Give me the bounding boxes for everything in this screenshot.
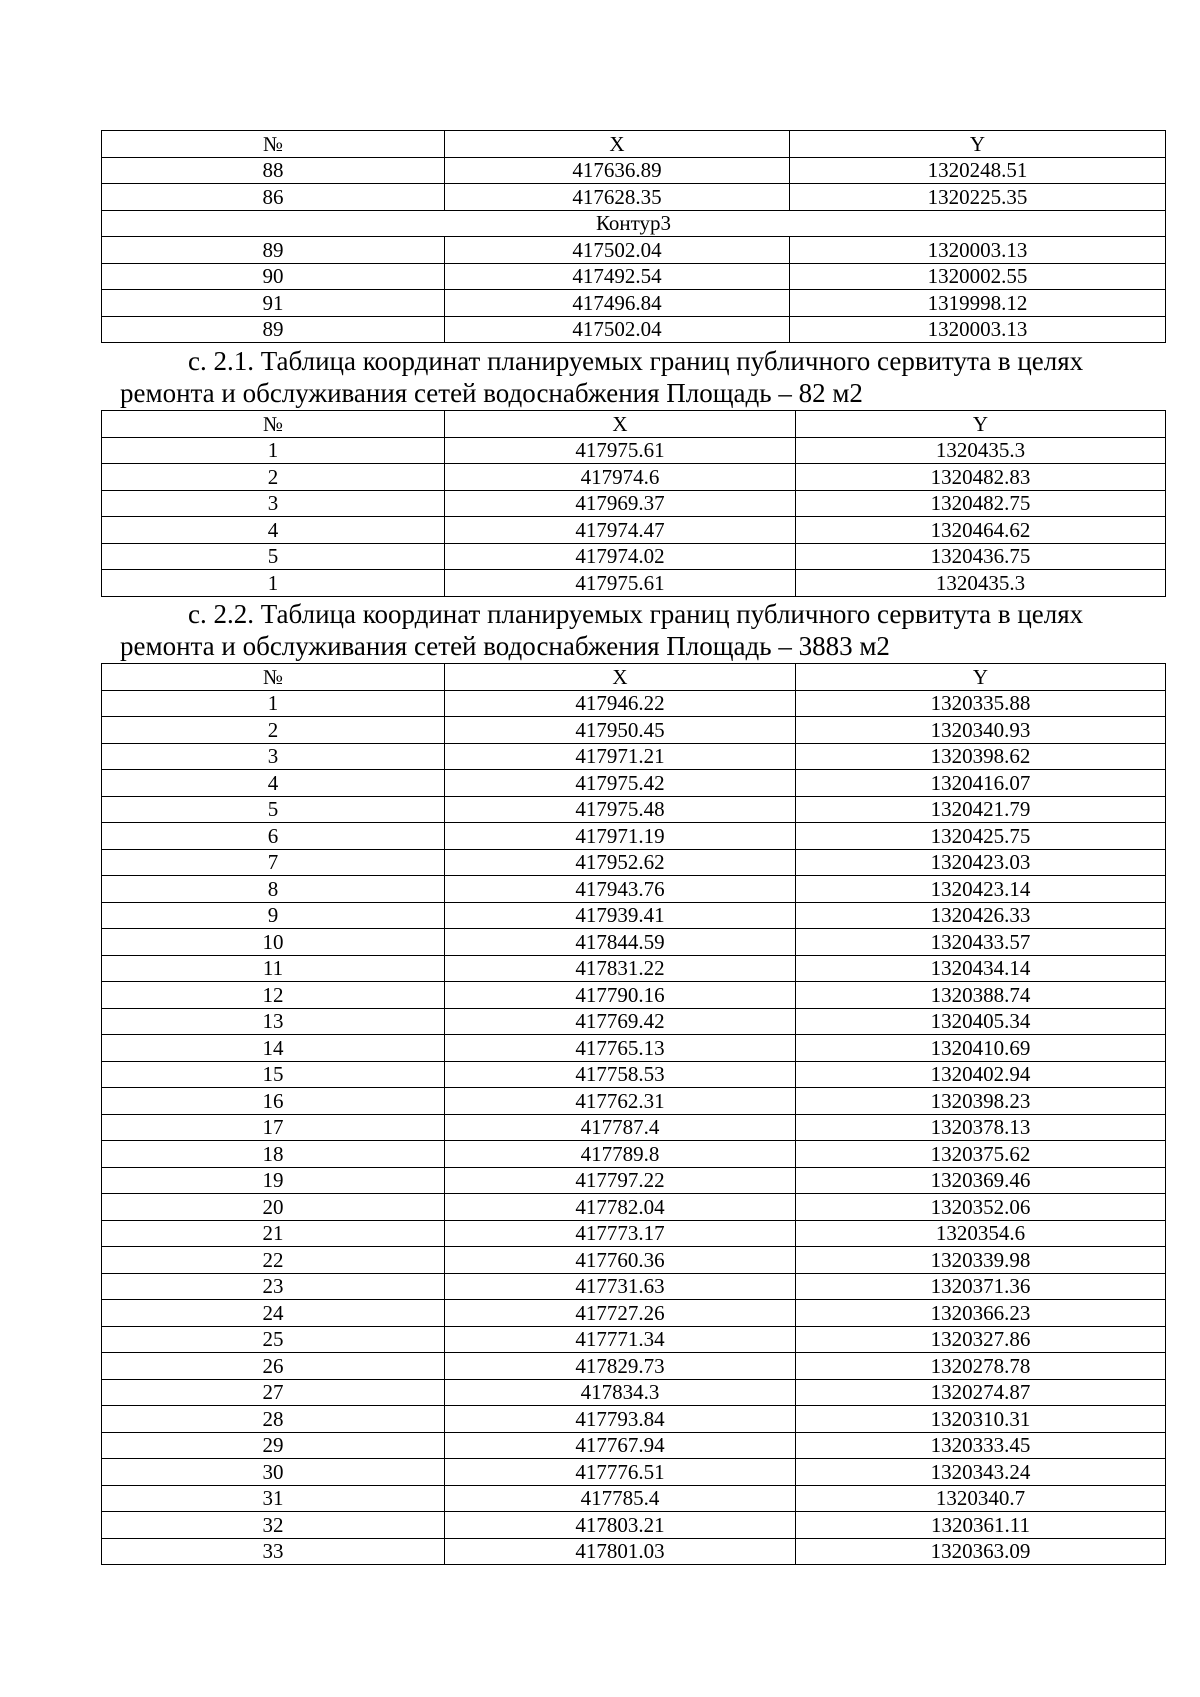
table-row: [102, 1220, 1166, 1247]
cell-x: 417628.35: [445, 184, 790, 211]
cell-number: 13: [102, 1008, 445, 1035]
cell-x: 417787.4: [445, 1114, 796, 1141]
cell-x: 417943.76: [445, 876, 796, 903]
table-row: [102, 1538, 1166, 1565]
cell-y: 1320425.75: [796, 823, 1166, 850]
table-row: [102, 849, 1166, 876]
cell-x: 417803.21: [445, 1512, 796, 1539]
cell-x: 417762.31: [445, 1088, 796, 1115]
cell-x: 417492.54: [445, 263, 790, 290]
table-row: [102, 263, 1166, 290]
table-row: [102, 770, 1166, 797]
cell-x: 417797.22: [445, 1167, 796, 1194]
table-row: [102, 929, 1166, 956]
cell-x: 417502.04: [445, 237, 790, 264]
cell-x: 417789.8: [445, 1141, 796, 1168]
cell-y: 1320310.31: [796, 1406, 1166, 1433]
table-row: [102, 796, 1166, 823]
cell-x: 417758.53: [445, 1061, 796, 1088]
cell-number: 86: [102, 184, 445, 211]
cell-x: 417793.84: [445, 1406, 796, 1433]
table-row: [102, 902, 1166, 929]
header-number: №: [102, 131, 445, 158]
cell-y: 1320371.36: [796, 1273, 1166, 1300]
cell-y: 1320482.83: [796, 464, 1166, 491]
cell-y: 1320378.13: [796, 1114, 1166, 1141]
cell-x: 417939.41: [445, 902, 796, 929]
cell-y: 1320363.09: [796, 1538, 1166, 1565]
cell-number: 7: [102, 849, 445, 876]
cell-y: 1320398.62: [796, 743, 1166, 770]
cell-x: 417760.36: [445, 1247, 796, 1274]
cell-x: 417971.19: [445, 823, 796, 850]
coordinates-table-contour: [101, 130, 1166, 343]
cell-x: 417975.61: [445, 570, 796, 597]
cell-number: 14: [102, 1035, 445, 1062]
cell-y: 1320464.62: [796, 517, 1166, 544]
table-row: [102, 1247, 1166, 1274]
header-x: X: [445, 411, 796, 438]
cell-x: 417790.16: [445, 982, 796, 1009]
table-row: [102, 1353, 1166, 1380]
cell-number: 30: [102, 1459, 445, 1486]
cell-y: 1320423.03: [796, 849, 1166, 876]
cell-y: 1320434.14: [796, 955, 1166, 982]
cell-x: 417767.94: [445, 1432, 796, 1459]
header-y: Y: [790, 131, 1166, 158]
cell-y: 1320003.13: [790, 316, 1166, 343]
table-row: [102, 1194, 1166, 1221]
cell-number: 25: [102, 1326, 445, 1353]
cell-number: 89: [102, 237, 445, 264]
table-row: [102, 437, 1166, 464]
cell-number: 27: [102, 1379, 445, 1406]
table-row: [102, 955, 1166, 982]
cell-y: 1320435.3: [796, 437, 1166, 464]
cell-x: 417834.3: [445, 1379, 796, 1406]
table-row: [102, 1061, 1166, 1088]
cell-number: 22: [102, 1247, 445, 1274]
table-row: [102, 290, 1166, 317]
cell-x: 417946.22: [445, 690, 796, 717]
cell-x: 417765.13: [445, 1035, 796, 1062]
cell-x: 417974.47: [445, 517, 796, 544]
table-header-row: [102, 131, 1166, 158]
cell-x: 417785.4: [445, 1485, 796, 1512]
table-row: [102, 316, 1166, 343]
cell-number: 28: [102, 1406, 445, 1433]
table-row: [102, 184, 1166, 211]
table-row: [102, 1326, 1166, 1353]
cell-y: 1320405.34: [796, 1008, 1166, 1035]
cell-y: 1320436.75: [796, 543, 1166, 570]
cell-number: 33: [102, 1538, 445, 1565]
cell-y: 1320388.74: [796, 982, 1166, 1009]
cell-number: 20: [102, 1194, 445, 1221]
cell-x: 417971.21: [445, 743, 796, 770]
cell-x: 417773.17: [445, 1220, 796, 1247]
cell-y: 1320225.35: [790, 184, 1166, 211]
table-row: [102, 543, 1166, 570]
cell-x: 417974.02: [445, 543, 796, 570]
table-row: [102, 1300, 1166, 1327]
table-header-row: [102, 411, 1166, 438]
cell-x: 417769.42: [445, 1008, 796, 1035]
cell-x: 417727.26: [445, 1300, 796, 1327]
header-x: X: [445, 664, 796, 691]
cell-y: 1320369.46: [796, 1167, 1166, 1194]
cell-number: 1: [102, 690, 445, 717]
cell-x: 417952.62: [445, 849, 796, 876]
cell-number: 10: [102, 929, 445, 956]
table-row: [102, 1432, 1166, 1459]
cell-number: 90: [102, 263, 445, 290]
coordinates-table-2-2: [101, 663, 1166, 1565]
cell-number: 1: [102, 437, 445, 464]
cell-number: 21: [102, 1220, 445, 1247]
cell-y: 1320340.93: [796, 717, 1166, 744]
cell-number: 9: [102, 902, 445, 929]
cell-x: 417502.04: [445, 316, 790, 343]
cell-y: 1320402.94: [796, 1061, 1166, 1088]
table-row: [102, 1512, 1166, 1539]
cell-x: 417801.03: [445, 1538, 796, 1565]
table-row: [102, 982, 1166, 1009]
cell-x: 417950.45: [445, 717, 796, 744]
cell-number: 6: [102, 823, 445, 850]
table-row: [102, 464, 1166, 491]
cell-y: 1320421.79: [796, 796, 1166, 823]
cell-y: 1320398.23: [796, 1088, 1166, 1115]
cell-number: 15: [102, 1061, 445, 1088]
cell-y: 1320343.24: [796, 1459, 1166, 1486]
cell-number: 4: [102, 770, 445, 797]
header-y: Y: [796, 411, 1166, 438]
coordinates-table-2-1: [101, 410, 1166, 597]
table-caption-2-2: с. 2.2. Таблица координат планируемых границ публичного сервитута в целях ремонта и обслуживания сетей водоснабжения Площадь – 3883 м2: [120, 599, 1084, 661]
cell-y: 1320361.11: [796, 1512, 1166, 1539]
cell-x: 417975.42: [445, 770, 796, 797]
cell-number: 5: [102, 543, 445, 570]
cell-y: 1320327.86: [796, 1326, 1166, 1353]
cell-number: 88: [102, 157, 445, 184]
cell-y: 1320375.62: [796, 1141, 1166, 1168]
contour-label: Контур3: [102, 210, 1166, 237]
cell-x: 417829.73: [445, 1353, 796, 1380]
table-row: [102, 1167, 1166, 1194]
cell-y: 1320333.45: [796, 1432, 1166, 1459]
table-row: [102, 1008, 1166, 1035]
table-row: [102, 570, 1166, 597]
cell-x: 417975.61: [445, 437, 796, 464]
cell-y: 1320435.3: [796, 570, 1166, 597]
cell-y: 1320278.78: [796, 1353, 1166, 1380]
table-row: [102, 876, 1166, 903]
cell-y: 1320423.14: [796, 876, 1166, 903]
cell-y: 1320340.7: [796, 1485, 1166, 1512]
cell-y: 1320248.51: [790, 157, 1166, 184]
cell-number: 3: [102, 490, 445, 517]
table-row: [102, 823, 1166, 850]
table-row: [102, 1141, 1166, 1168]
cell-y: 1320426.33: [796, 902, 1166, 929]
cell-number: 24: [102, 1300, 445, 1327]
table-header-row: [102, 664, 1166, 691]
cell-number: 16: [102, 1088, 445, 1115]
cell-number: 89: [102, 316, 445, 343]
cell-number: 31: [102, 1485, 445, 1512]
cell-number: 2: [102, 717, 445, 744]
cell-number: 17: [102, 1114, 445, 1141]
header-x: X: [445, 131, 790, 158]
cell-x: 417975.48: [445, 796, 796, 823]
cell-number: 32: [102, 1512, 445, 1539]
cell-number: 11: [102, 955, 445, 982]
cell-y: 1320274.87: [796, 1379, 1166, 1406]
table-row: [102, 1379, 1166, 1406]
cell-y: 1320352.06: [796, 1194, 1166, 1221]
cell-number: 29: [102, 1432, 445, 1459]
cell-y: 1320482.75: [796, 490, 1166, 517]
cell-y: 1320002.55: [790, 263, 1166, 290]
cell-number: 12: [102, 982, 445, 1009]
cell-number: 4: [102, 517, 445, 544]
cell-y: 1319998.12: [790, 290, 1166, 317]
header-y: Y: [796, 664, 1166, 691]
cell-x: 417496.84: [445, 290, 790, 317]
cell-number: 19: [102, 1167, 445, 1194]
table-row: [102, 237, 1166, 264]
table-row: [102, 1273, 1166, 1300]
cell-x: 417831.22: [445, 955, 796, 982]
table-row: [102, 690, 1166, 717]
cell-number: 2: [102, 464, 445, 491]
table-row: [102, 1088, 1166, 1115]
cell-number: 8: [102, 876, 445, 903]
cell-number: 1: [102, 570, 445, 597]
cell-y: 1320410.69: [796, 1035, 1166, 1062]
table-row: [102, 1035, 1166, 1062]
cell-y: 1320339.98: [796, 1247, 1166, 1274]
cell-number: 91: [102, 290, 445, 317]
cell-y: 1320354.6: [796, 1220, 1166, 1247]
table-row: [102, 490, 1166, 517]
cell-x: 417782.04: [445, 1194, 796, 1221]
header-number: №: [102, 411, 445, 438]
cell-y: 1320416.07: [796, 770, 1166, 797]
cell-x: 417974.6: [445, 464, 796, 491]
cell-x: 417776.51: [445, 1459, 796, 1486]
cell-number: 26: [102, 1353, 445, 1380]
table-row: [102, 1459, 1166, 1486]
cell-number: 18: [102, 1141, 445, 1168]
cell-number: 23: [102, 1273, 445, 1300]
cell-x: 417731.63: [445, 1273, 796, 1300]
table-row: [102, 1406, 1166, 1433]
table-row: [102, 743, 1166, 770]
cell-y: 1320366.23: [796, 1300, 1166, 1327]
header-number: №: [102, 664, 445, 691]
cell-number: 3: [102, 743, 445, 770]
cell-x: 417636.89: [445, 157, 790, 184]
table-row: [102, 157, 1166, 184]
cell-x: 417771.34: [445, 1326, 796, 1353]
contour-row: [102, 210, 1166, 237]
table-row: [102, 1485, 1166, 1512]
cell-y: 1320433.57: [796, 929, 1166, 956]
table-row: [102, 517, 1166, 544]
table-row: [102, 717, 1166, 744]
cell-y: 1320335.88: [796, 690, 1166, 717]
table-caption-2-1: с. 2.1. Таблица координат планируемых границ публичного сервитута в целях ремонта и обслуживания сетей водоснабжения Площадь – 82 м2: [120, 346, 1084, 408]
table-row: [102, 1114, 1166, 1141]
cell-x: 417844.59: [445, 929, 796, 956]
cell-number: 5: [102, 796, 445, 823]
cell-y: 1320003.13: [790, 237, 1166, 264]
cell-x: 417969.37: [445, 490, 796, 517]
